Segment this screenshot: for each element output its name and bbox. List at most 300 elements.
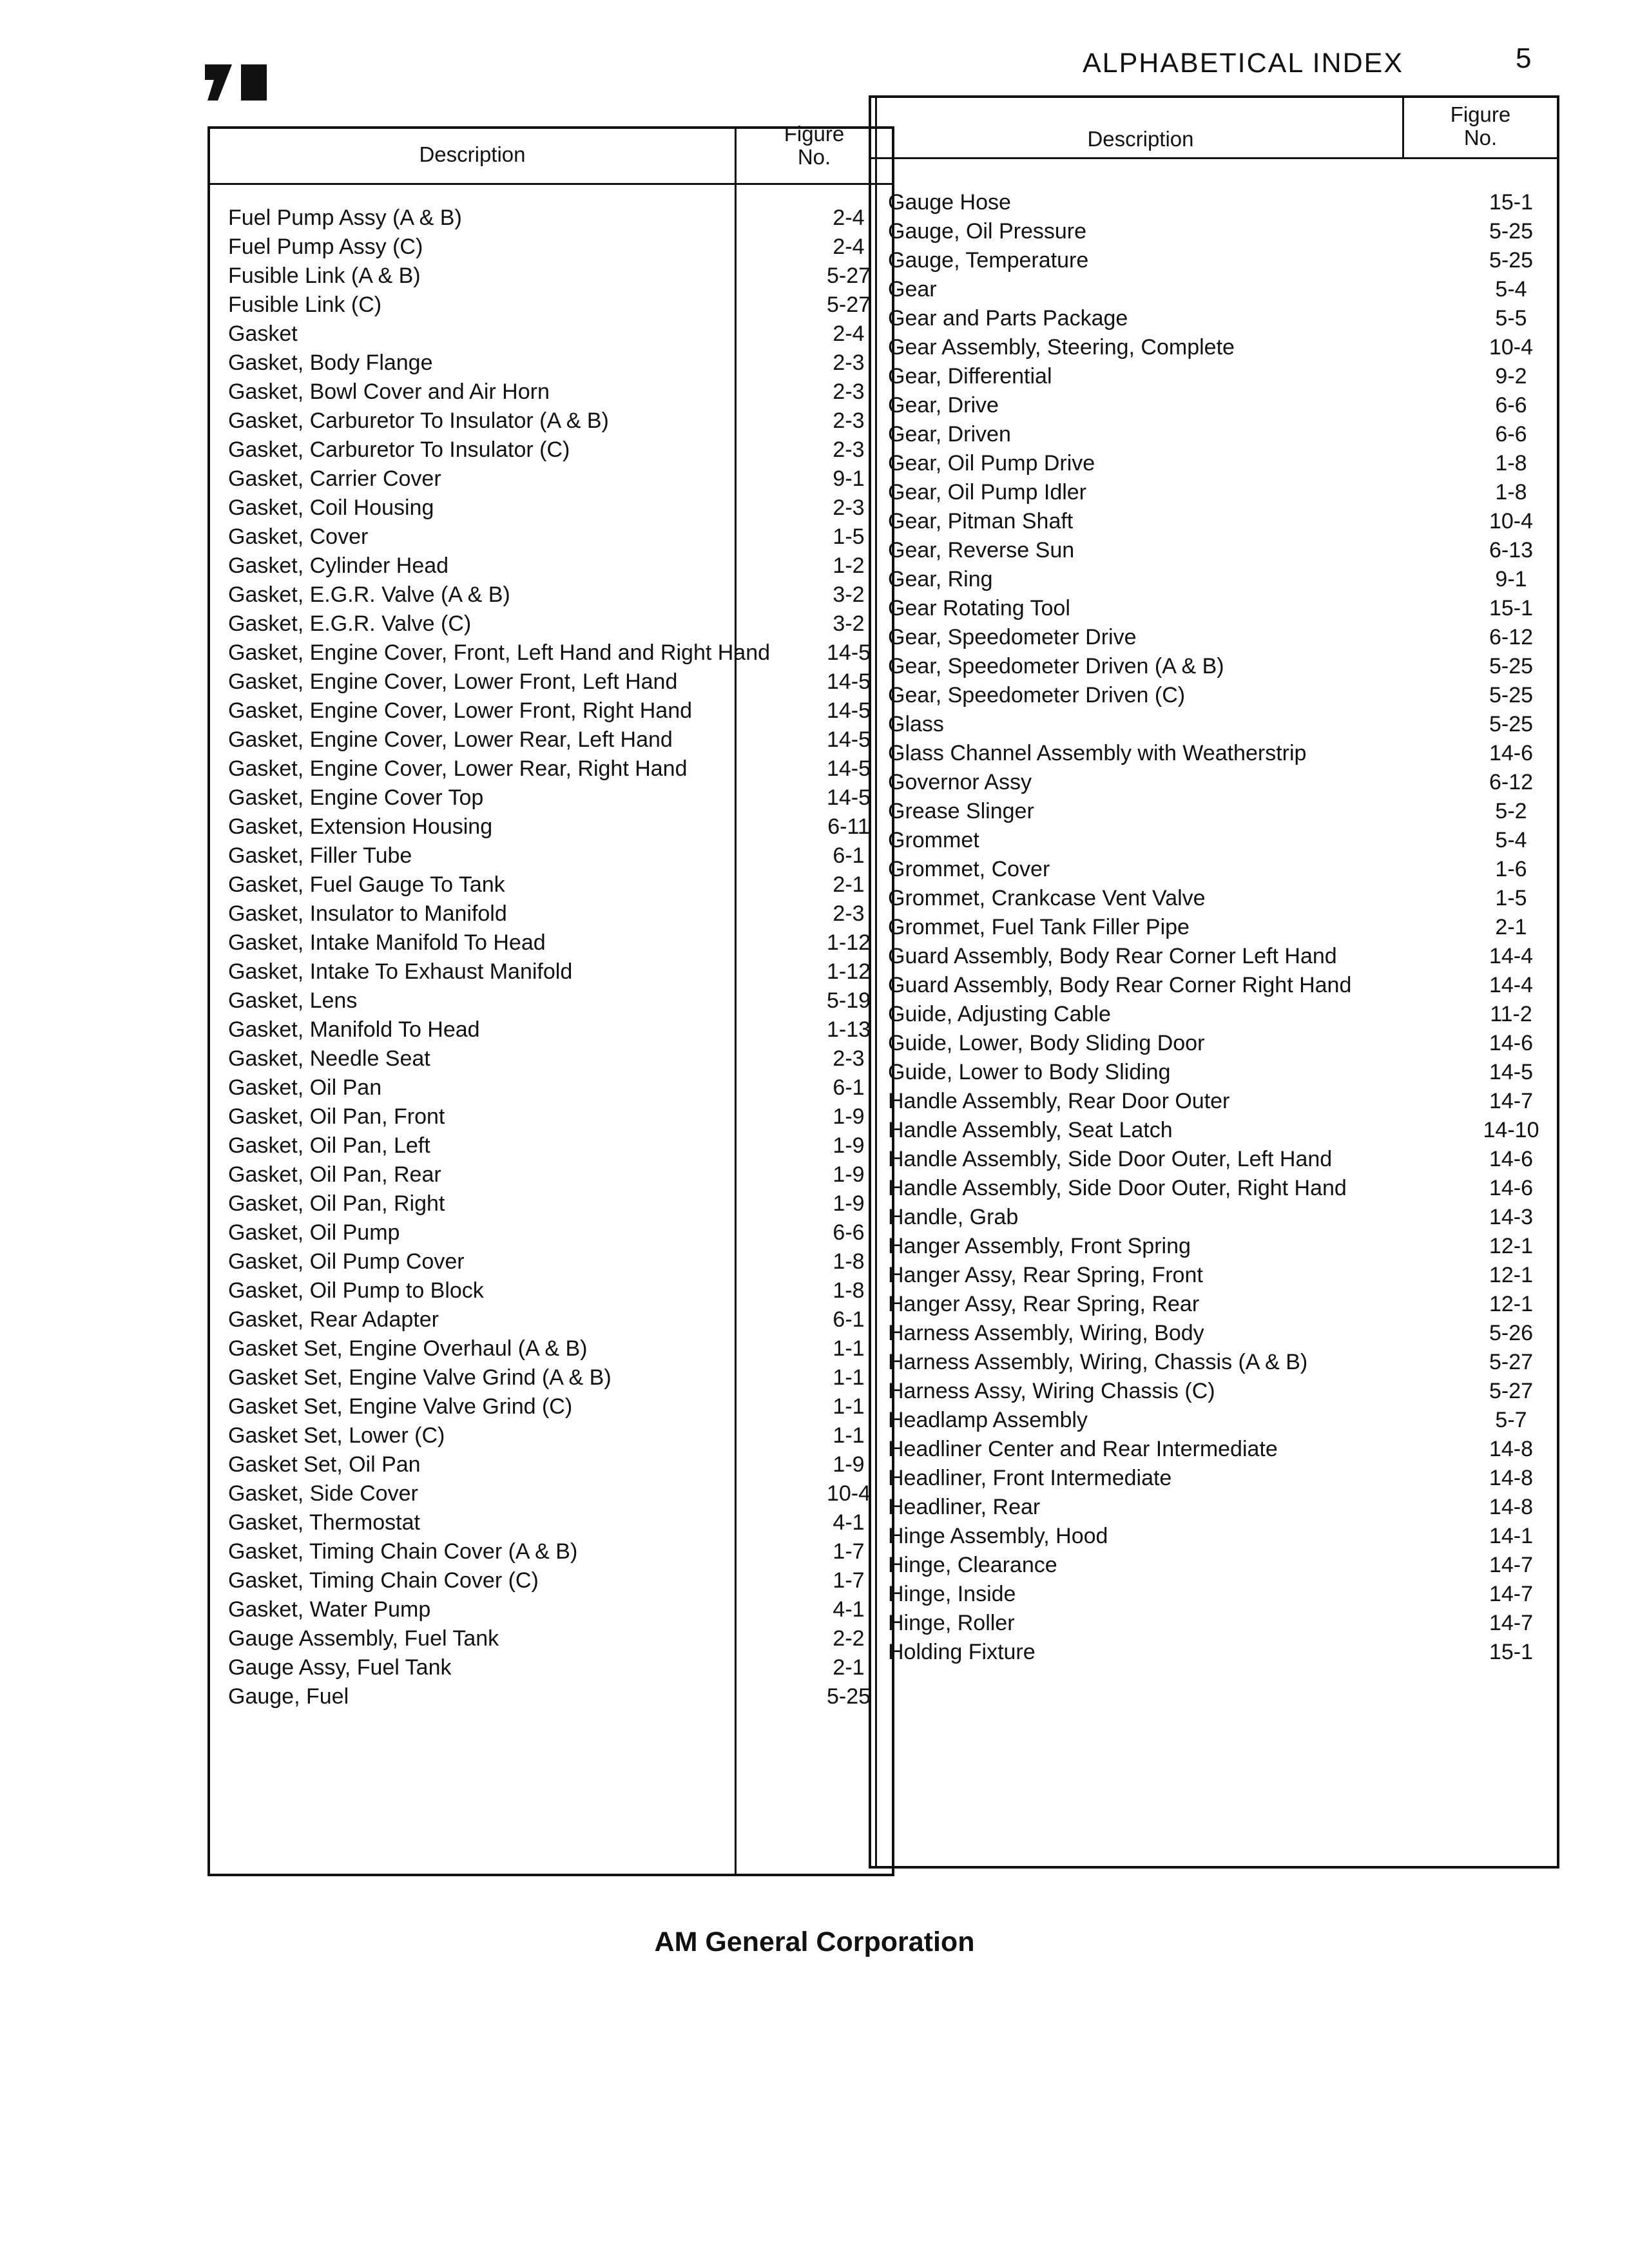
index-entry: [228, 1131, 872, 1160]
entry-figure-number: 2-1: [833, 1655, 865, 1680]
entry-figure-number: 14-6: [1489, 1176, 1534, 1200]
index-entry: [888, 362, 1543, 391]
index-entry: [888, 1261, 1543, 1290]
entry-figure-number: 2-3: [833, 437, 865, 462]
entry-description: Gear, Speedometer Driven (C): [888, 683, 1186, 707]
entry-figure-number: 2-3: [833, 495, 865, 520]
entry-description: Handle Assembly, Seat Latch: [888, 1118, 1173, 1142]
index-entry: [888, 971, 1543, 1000]
entry-description: Hinge, Inside: [888, 1582, 1016, 1606]
entry-figure-number: 5-5: [1495, 306, 1527, 331]
entry-description: Gauge Hose: [888, 190, 1011, 215]
entry-description: Gasket, Thermostat: [228, 1510, 420, 1535]
entry-figure-number: 1-9: [833, 1133, 865, 1158]
index-entry: [888, 826, 1543, 855]
index-entry: [228, 523, 872, 552]
entry-figure-number: 1-6: [1495, 857, 1527, 881]
entry-description: Gasket Set, Engine Valve Grind (A & B): [228, 1365, 612, 1390]
entry-figure-number: 9-1: [1495, 567, 1527, 591]
entry-description: Handle Assembly, Side Door Outer, Right Hand: [888, 1176, 1347, 1200]
index-entry: [228, 986, 872, 1015]
index-entry: [888, 1290, 1543, 1319]
entry-figure-number: 1-1: [833, 1336, 865, 1361]
entry-description: Gasket, Engine Cover, Lower Front, Left Hand: [228, 669, 678, 694]
entry-description: Holding Fixture: [888, 1640, 1036, 1664]
index-entry: [888, 652, 1543, 681]
entry-figure-number: 14-7: [1489, 1611, 1534, 1635]
entry-figure-number: 12-1: [1489, 1292, 1534, 1316]
entry-description: Gasket, Oil Pump to Block: [228, 1278, 484, 1303]
index-entry: [888, 884, 1543, 913]
index-entry: [228, 233, 872, 262]
entry-description: Gasket, Engine Cover, Lower Front, Right Hand: [228, 698, 693, 723]
entry-figure-number: 14-4: [1489, 973, 1534, 997]
index-entry: [228, 1566, 872, 1595]
index-entry: [228, 1421, 872, 1450]
entry-description: Gauge, Temperature: [888, 248, 1089, 273]
entry-figure-number: 3-2: [833, 582, 865, 607]
entry-description: Gasket, Timing Chain Cover (A & B): [228, 1539, 578, 1564]
index-entry: [228, 291, 872, 320]
entry-figure-number: 14-8: [1489, 1495, 1534, 1519]
entry-figure-number: 1-13: [826, 1017, 871, 1042]
entry-figure-number: 6-13: [1489, 538, 1534, 562]
entry-description: Hinge, Roller: [888, 1611, 1015, 1635]
entry-description: Gear, Oil Pump Drive: [888, 451, 1095, 476]
right-entry-list: [888, 188, 1543, 1667]
index-entry: [228, 1624, 872, 1653]
right-header-divider: [869, 157, 1559, 159]
index-entry: [228, 1334, 872, 1363]
entry-figure-number: 10-4: [1489, 335, 1534, 360]
entry-figure-number: 6-1: [833, 843, 865, 868]
index-entry: [888, 420, 1543, 449]
index-entry: [888, 594, 1543, 623]
entry-figure-number: 5-27: [826, 293, 871, 317]
entry-description: Hanger Assy, Rear Spring, Front: [888, 1263, 1203, 1287]
entry-description: Gauge Assy, Fuel Tank: [228, 1655, 452, 1680]
entry-description: Grommet, Crankcase Vent Valve: [888, 886, 1206, 910]
left-header-divider: [207, 183, 894, 185]
entry-figure-number: 2-1: [833, 872, 865, 897]
index-entry: [888, 913, 1543, 942]
entry-description: Gasket Set, Engine Overhaul (A & B): [228, 1336, 588, 1361]
index-entry: [228, 668, 872, 697]
entry-figure-number: 5-27: [1489, 1350, 1534, 1374]
entry-figure-number: 1-2: [833, 553, 865, 578]
entry-description: Gear, Drive: [888, 393, 999, 418]
entry-description: Gasket, Oil Pump Cover: [228, 1249, 465, 1274]
entry-description: Gasket, E.G.R. Valve (C): [228, 611, 472, 636]
entry-description: Headliner Center and Rear Intermediate: [888, 1437, 1278, 1461]
entry-description: Gasket, Extension Housing: [228, 814, 493, 839]
entry-description: Gasket, Timing Chain Cover (C): [228, 1568, 539, 1593]
index-entry: [888, 1174, 1543, 1203]
entry-description: Gasket, Engine Cover, Lower Rear, Left Hand: [228, 727, 673, 752]
entry-figure-number: 6-6: [1495, 422, 1527, 447]
index-entry: [228, 1015, 872, 1044]
index-entry: [228, 1073, 872, 1102]
entry-description: Gear Rotating Tool: [888, 596, 1070, 620]
entry-description: Gasket Set, Lower (C): [228, 1423, 445, 1448]
entry-figure-number: 12-1: [1489, 1234, 1534, 1258]
entry-figure-number: 5-25: [1489, 683, 1534, 707]
index-entry: [228, 1508, 872, 1537]
entry-figure-number: 2-4: [833, 322, 865, 346]
right-figure-header: Figure No.: [1450, 102, 1511, 149]
index-entry: [228, 1537, 872, 1566]
entry-figure-number: 14-4: [1489, 944, 1534, 968]
entry-figure-number: 2-1: [1495, 915, 1527, 939]
entry-description: Headlamp Assembly: [888, 1408, 1088, 1432]
index-entry: [228, 1102, 872, 1131]
entry-figure-number: 14-10: [1483, 1118, 1539, 1142]
entry-description: Harness Assembly, Wiring, Body: [888, 1321, 1204, 1345]
entry-description: Guide, Lower, Body Sliding Door: [888, 1031, 1205, 1055]
entry-description: Gasket, Carburetor To Insulator (A & B): [228, 408, 609, 433]
entry-figure-number: 1-7: [833, 1568, 865, 1593]
index-entry: [228, 610, 872, 639]
index-entry: [228, 349, 872, 378]
entry-figure-number: 1-1: [833, 1423, 865, 1448]
index-entry: [228, 812, 872, 841]
entry-figure-number: 3-2: [833, 611, 865, 636]
index-entry: [888, 1435, 1543, 1464]
index-entry: [888, 565, 1543, 594]
entry-figure-number: 10-4: [826, 1481, 871, 1506]
index-entry: [888, 449, 1543, 478]
entry-figure-number: 2-3: [833, 1046, 865, 1071]
entry-description: Harness Assy, Wiring Chassis (C): [888, 1379, 1215, 1403]
entry-description: Gasket, Bowl Cover and Air Horn: [228, 380, 550, 404]
entry-description: Hinge, Clearance: [888, 1553, 1057, 1577]
entry-description: Gasket, Coil Housing: [228, 495, 434, 520]
index-entry: [888, 855, 1543, 884]
entry-figure-number: 1-5: [833, 524, 865, 549]
index-entry: [888, 536, 1543, 565]
index-entry: [888, 1580, 1543, 1609]
entry-description: Gasket, Oil Pan, Rear: [228, 1162, 441, 1187]
entry-figure-number: 6-12: [1489, 770, 1534, 794]
entry-figure-number: 14-8: [1489, 1437, 1534, 1461]
entry-description: Handle, Grab: [888, 1205, 1019, 1229]
entry-description: Gasket, E.G.R. Valve (A & B): [228, 582, 510, 607]
entry-figure-number: 14-7: [1489, 1089, 1534, 1113]
index-entry: [888, 217, 1543, 246]
entry-description: Headliner, Front Intermediate: [888, 1466, 1172, 1490]
entry-description: Guard Assembly, Body Rear Corner Right Hand: [888, 973, 1352, 997]
entry-description: Handle Assembly, Rear Door Outer: [888, 1089, 1230, 1113]
index-entry: [888, 942, 1543, 971]
entry-figure-number: 14-3: [1489, 1205, 1534, 1229]
index-entry: [888, 1319, 1543, 1348]
entry-description: Gasket, Lens: [228, 988, 358, 1013]
index-entry: [228, 1247, 872, 1276]
entry-figure-number: 6-1: [833, 1075, 865, 1100]
entry-figure-number: 14-6: [1489, 741, 1534, 765]
entry-figure-number: 1-9: [833, 1162, 865, 1187]
entry-description: Guard Assembly, Body Rear Corner Left Hand: [888, 944, 1337, 968]
entry-figure-number: 1-7: [833, 1539, 865, 1564]
index-entry: [228, 841, 872, 870]
entry-figure-number: 9-1: [833, 466, 865, 491]
entry-figure-number: 1-12: [826, 930, 871, 955]
index-entry: [228, 1450, 872, 1479]
index-entry: [228, 436, 872, 465]
entry-description: Gasket, Water Pump: [228, 1597, 431, 1622]
entry-description: Gear, Speedometer Driven (A & B): [888, 654, 1224, 678]
entry-figure-number: 5-25: [1489, 248, 1534, 273]
index-entry: [228, 1653, 872, 1682]
entry-description: Gauge, Oil Pressure: [888, 219, 1087, 244]
index-entry: [228, 957, 872, 986]
entry-description: Gear, Ring: [888, 567, 993, 591]
entry-description: Gasket, Oil Pan, Front: [228, 1104, 445, 1129]
index-entry: [228, 1479, 872, 1508]
index-entry: [888, 304, 1543, 333]
entry-description: Glass Channel Assembly with Weatherstrip: [888, 741, 1307, 765]
index-entry: [228, 754, 872, 783]
entry-description: Gear Assembly, Steering, Complete: [888, 335, 1235, 360]
entry-figure-number: 1-9: [833, 1104, 865, 1129]
entry-figure-number: 6-11: [827, 814, 870, 839]
entry-figure-number: 4-1: [833, 1510, 865, 1535]
index-entry: [228, 1276, 872, 1305]
entry-description: Gear: [888, 277, 937, 302]
entry-description: Gasket: [228, 322, 298, 346]
entry-description: Fuel Pump Assy (C): [228, 235, 423, 259]
entry-description: Governor Assy: [888, 770, 1032, 794]
entry-figure-number: 14-5: [826, 785, 871, 810]
page-title: ALPHABETICAL INDEX: [1083, 48, 1403, 79]
index-entry: [888, 1232, 1543, 1261]
entry-description: Grommet, Fuel Tank Filler Pipe: [888, 915, 1190, 939]
entry-figure-number: 1-9: [833, 1452, 865, 1477]
index-entry: [228, 1305, 872, 1334]
index-entry: [228, 465, 872, 494]
entry-description: Grommet, Cover: [888, 857, 1050, 881]
entry-figure-number: 5-7: [1495, 1408, 1527, 1432]
entry-figure-number: 2-3: [833, 408, 865, 433]
entry-figure-number: 1-1: [833, 1394, 865, 1419]
index-entry: [888, 1522, 1543, 1551]
index-entry: [888, 1000, 1543, 1029]
entry-figure-number: 14-5: [826, 756, 871, 781]
index-entry: [228, 1682, 872, 1711]
entry-figure-number: 11-2: [1490, 1002, 1532, 1026]
entry-description: Gasket, Body Flange: [228, 351, 433, 375]
index-entry: [228, 928, 872, 957]
entry-description: Glass: [888, 712, 944, 736]
entry-description: Grommet: [888, 828, 979, 852]
entry-description: Gasket, Oil Pan: [228, 1075, 382, 1100]
entry-description: Gasket, Oil Pan, Left: [228, 1133, 430, 1158]
entry-description: Fusible Link (A & B): [228, 264, 421, 288]
index-entry: [888, 478, 1543, 507]
entry-description: Gasket, Carburetor To Insulator (C): [228, 437, 570, 462]
entry-description: Fusible Link (C): [228, 293, 382, 317]
entry-figure-number: 14-6: [1489, 1147, 1534, 1171]
entry-figure-number: 5-27: [1489, 1379, 1534, 1403]
entry-description: Gasket, Engine Cover, Front, Left Hand and Right Hand: [228, 640, 771, 665]
entry-description: Gasket, Engine Cover Top: [228, 785, 484, 810]
entry-description: Gasket, Cylinder Head: [228, 553, 449, 578]
entry-figure-number: 5-25: [826, 1684, 871, 1709]
entry-figure-number: 14-1: [1489, 1524, 1534, 1548]
index-entry: [888, 623, 1543, 652]
index-entry: [888, 1609, 1543, 1638]
index-entry: [888, 1377, 1543, 1406]
entry-figure-number: 15-1: [1489, 1640, 1534, 1664]
entry-description: Gauge, Fuel: [228, 1684, 349, 1709]
index-entry: [888, 1029, 1543, 1058]
index-entry: [228, 1218, 872, 1247]
entry-description: Guide, Lower to Body Sliding: [888, 1060, 1171, 1084]
index-entry: [888, 275, 1543, 304]
entry-figure-number: 5-25: [1489, 712, 1534, 736]
index-entry: [228, 320, 872, 349]
index-entry: [888, 768, 1543, 797]
am-general-logo: [205, 64, 269, 101]
entry-figure-number: 1-1: [833, 1365, 865, 1390]
entry-description: Guide, Adjusting Cable: [888, 1002, 1111, 1026]
left-figure-header: Figure No.: [784, 122, 845, 169]
index-entry: [228, 783, 872, 812]
entry-figure-number: 14-5: [826, 669, 871, 694]
index-entry: [888, 1464, 1543, 1493]
entry-description: Gasket, Engine Cover, Lower Rear, Right Hand: [228, 756, 688, 781]
entry-description: Gear, Driven: [888, 422, 1011, 447]
entry-figure-number: 6-6: [833, 1220, 865, 1245]
index-entry: [228, 1044, 872, 1073]
entry-figure-number: 1-8: [1495, 480, 1527, 505]
index-entry: [228, 1363, 872, 1392]
entry-figure-number: 5-25: [1489, 219, 1534, 244]
index-entry: [228, 378, 872, 407]
entry-figure-number: 15-1: [1489, 596, 1534, 620]
index-entry: [228, 407, 872, 436]
entry-description: Hanger Assembly, Front Spring: [888, 1234, 1191, 1258]
entry-figure-number: 2-3: [833, 901, 865, 926]
index-entry: [228, 697, 872, 726]
entry-description: Gasket, Side Cover: [228, 1481, 418, 1506]
entry-figure-number: 2-4: [833, 235, 865, 259]
entry-figure-number: 5-4: [1495, 828, 1527, 852]
entry-description: Gasket, Carrier Cover: [228, 466, 441, 491]
entry-figure-number: 5-4: [1495, 277, 1527, 302]
right-description-header: Description: [1087, 127, 1194, 151]
index-entry: [888, 1551, 1543, 1580]
entry-description: Fuel Pump Assy (A & B): [228, 206, 462, 230]
index-entry: [228, 1160, 872, 1189]
entry-figure-number: 2-2: [833, 1626, 865, 1651]
entry-description: Gasket, Needle Seat: [228, 1046, 430, 1071]
entry-figure-number: 9-2: [1495, 364, 1527, 389]
index-entry: [888, 1203, 1543, 1232]
entry-description: Gasket, Filler Tube: [228, 843, 412, 868]
entry-figure-number: 1-8: [1495, 451, 1527, 476]
entry-figure-number: 6-12: [1489, 625, 1534, 649]
entry-description: Gasket, Cover: [228, 524, 369, 549]
entry-description: Gear, Oil Pump Idler: [888, 480, 1087, 505]
index-entry: [888, 1058, 1543, 1087]
index-entry: [888, 681, 1543, 710]
entry-figure-number: 15-1: [1489, 190, 1534, 215]
entry-description: Gear, Speedometer Drive: [888, 625, 1137, 649]
entry-figure-number: 10-4: [1489, 509, 1534, 533]
entry-description: Gasket, Oil Pump: [228, 1220, 400, 1245]
entry-description: Headliner, Rear: [888, 1495, 1041, 1519]
index-entry: [888, 188, 1543, 217]
index-entry: [888, 1087, 1543, 1116]
left-description-header: Description: [419, 142, 526, 166]
index-entry: [228, 552, 872, 581]
entry-figure-number: 14-5: [826, 727, 871, 752]
entry-figure-number: 5-19: [826, 988, 871, 1013]
index-entry: [228, 1595, 872, 1624]
entry-figure-number: 5-26: [1489, 1321, 1534, 1345]
index-entry: [888, 1145, 1543, 1174]
index-entry: [888, 246, 1543, 275]
entry-description: Gear, Reverse Sun: [888, 538, 1075, 562]
index-entry: [228, 262, 872, 291]
index-entry: [888, 1638, 1543, 1667]
index-entry: [888, 391, 1543, 420]
entry-figure-number: 14-8: [1489, 1466, 1534, 1490]
index-entry: [228, 581, 872, 610]
entry-figure-number: 1-9: [833, 1191, 865, 1216]
entry-description: Gasket, Insulator to Manifold: [228, 901, 507, 926]
entry-figure-number: 12-1: [1489, 1263, 1534, 1287]
entry-figure-number: 6-6: [1495, 393, 1527, 418]
index-entry: [228, 494, 872, 523]
entry-figure-number: 5-2: [1495, 799, 1527, 823]
entry-description: Harness Assembly, Wiring, Chassis (A & B): [888, 1350, 1308, 1374]
index-entry: [888, 797, 1543, 826]
entry-description: Gasket, Intake Manifold To Head: [228, 930, 546, 955]
entry-description: Gear, Pitman Shaft: [888, 509, 1074, 533]
entry-description: Grease Slinger: [888, 799, 1034, 823]
index-entry: [888, 507, 1543, 536]
entry-figure-number: 2-3: [833, 380, 865, 404]
index-entry: [888, 739, 1543, 768]
entry-description: Gasket Set, Oil Pan: [228, 1452, 421, 1477]
page-number: 5: [1516, 43, 1532, 74]
index-entry: [888, 1493, 1543, 1522]
entry-description: Hinge Assembly, Hood: [888, 1524, 1108, 1548]
entry-figure-number: 14-6: [1489, 1031, 1534, 1055]
entry-description: Gear and Parts Package: [888, 306, 1128, 331]
entry-description: Gasket Set, Engine Valve Grind (C): [228, 1394, 573, 1419]
index-entry: [228, 726, 872, 754]
index-entry: [228, 204, 872, 233]
entry-figure-number: 1-8: [833, 1278, 865, 1303]
index-entry: [228, 1189, 872, 1218]
entry-description: Gasket, Oil Pan, Right: [228, 1191, 445, 1216]
index-entry: [228, 639, 872, 668]
index-entry: [888, 1116, 1543, 1145]
index-entry: [888, 333, 1543, 362]
entry-description: Gasket, Rear Adapter: [228, 1307, 439, 1332]
entry-description: Gasket, Manifold To Head: [228, 1017, 480, 1042]
index-entry: [888, 1348, 1543, 1377]
entry-figure-number: 5-27: [826, 264, 871, 288]
footer-company: AM General Corporation: [654, 1927, 975, 1957]
entry-figure-number: 14-5: [1489, 1060, 1534, 1084]
entry-figure-number: 14-5: [826, 698, 871, 723]
entry-description: Hanger Assy, Rear Spring, Rear: [888, 1292, 1200, 1316]
entry-figure-number: 6-1: [833, 1307, 865, 1332]
